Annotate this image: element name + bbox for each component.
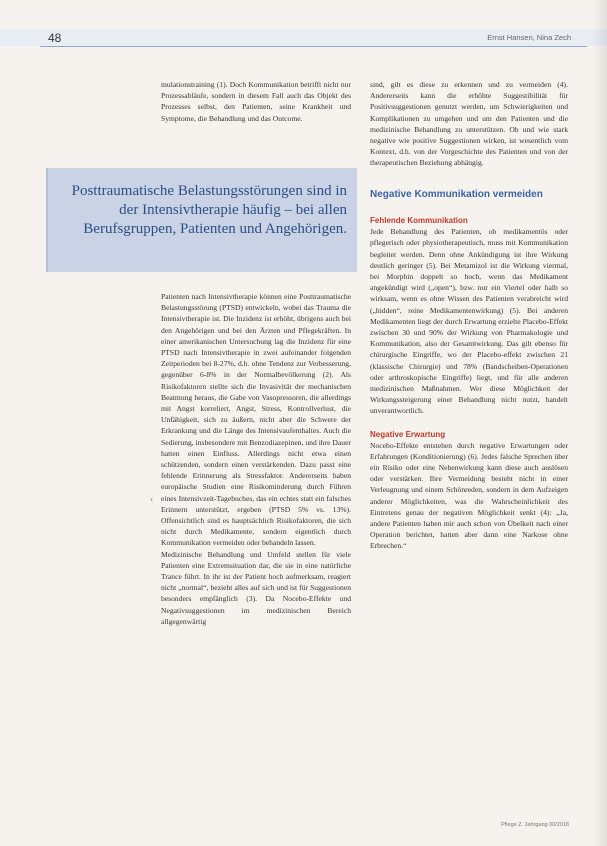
paragraph: Nocebo-Effekte entstehen durch negative Erwartungen oder Erfahrungen (Konditionierung) (6). Jedes falsche Sprechen über ein Risiko oder eine Nebenwirkung kann diese auch auslösen oder verstärken. Ihre Vermeidung besteht nicht in einer Verleugnung und einem Schönreden, sondern in dem Aufzeigen anderer Möglichkeiten, was die Wahrscheinlichkeit des Eintretens genau der negativen Möglichkeit senkt (4): „Ja, andere Patienten haben mir auch schon von Übelkeit nach einer Operation berichtet, hatten aber dann eine Narkose ohne Erbrechen.“ bbox=[370, 440, 568, 551]
paragraph: Patienten nach Intensivtherapie können eine Posttraumatische Belastungsstörung (PTSD) entwickeln, wobei das Trauma die Intensivtherapie ist. Die Inzidenz ist erhöht, übrigens auch bei den Angehörigen und bei den Ärzten und Pflegekräften. In einer amerikanischen Untersuchung lag die Inzidenz für eine PTSD nach Intensivtherapie in zwei aufeinander folgenden Zeitperioden bei 8-27%, d.h. ohne Tendenz zur Verbesserung, gegenüber 6-8% in der Normalbevölkerung (2). Als Risikofaktoren stellte sich die Invasivität der mechanischen Beatmung heraus, die Gabe von Vasopressoren, die allerdings mit Angst korreliert, Angst, Stress, Kontrollverlust, die Unfähigkeit, sich zu äußern, nicht aber die Schwere der Erkrankung und die Länge des Intensivaufenthaltes. Auch die Sedierung, insbesondere mit Benzodiazepinen, und ihre Dauer hatten einen Einfluss. Allerdings nicht etwa einen schützenden, sondern einen verstärkenden. Dazu passt eine fehlende Erinnerung als Stressfaktor. Andererseits haben europäische Studien eine Risikominderung durch Führen eines Intensivzeit-Tagebuches, das ein echtes statt ein falsches Erinnern unterstützt, ergeben (PTSD 5% vs. 13%). Offensichtlich sind es hauptsächlich Risikofaktoren, die sich nicht durch Medikamente, sondern eigentlich durch Kommunikation vermeiden oder behandeln lassen. bbox=[161, 292, 351, 548]
paragraph: mulationstraining (1). Doch Kommunikation betrifft nicht nur Prozessabläufe, sondern in diesem Fall auch das Objekt des Prozesses selbst, den Patienten, seine Krankheit und Symptome, die Behandlung und das Outcome. bbox=[161, 80, 351, 123]
section-heading: Negative Kommunikation vermeiden bbox=[370, 188, 543, 200]
left-column-top bbox=[161, 79, 351, 124]
right-column bbox=[370, 79, 568, 552]
left-column bbox=[161, 291, 351, 627]
running-head: Ernst Hansen, Nina Zech bbox=[487, 33, 571, 42]
header-rule bbox=[40, 46, 587, 47]
page-number: 48 bbox=[48, 31, 62, 45]
subheading-negative-expectation: Negative Erwartung bbox=[370, 429, 446, 439]
paragraph: sind, gilt es diese zu erkennen und zu vermeiden (4). Andererseits kann die erhöhte Suggestibilität für Positivsuggestionen genutzt werden, um Schwierigkeiten und Komplikationen zu umgehen und um den Patienten und die medizinische Behandlung zu unterstützen. Ob und wie stark negative wie positive Suggestionen wirken, ist wesentlich vom Kontext, d.h. von der Vorgeschichte des Patienten und von der therapeutischen Beziehung abhängig. bbox=[370, 80, 568, 168]
pullquote-box bbox=[46, 168, 357, 272]
paragraph: Jede Behandlung des Patienten, ob medikamentös oder pflegerisch oder physiotherapeutisch, muss mit Kommunikation begleitet werden. Denn ohne Ankündigung ist ihre Wirkung deutlich geringer (5). Bei Metamizol ist die Wirkung viermal, bei Morphin doppelt so hoch, wenn das Medikament angekündigt wird („open“), bzw. nur ein Viertel oder halb so wirksam, wenn es ohne Wissen des Patienten verabreicht wird („hidden“, reine Medikamentenwirkung) (5). Bei anderen Medikamenten liegt der durch Erwartung erzielte Placebo-Effekt zwischen 30 und 90% der Wirkung von Pharmakologie und Kommunikation, also der Gesamtwirkung. Das gilt ebenso für chirurgische Eingriffe, wo der Placebo-effekt zwischen 21 (klassische Chirurgie) und 78% (Bandscheiben-Operationen oder arthroskopische Eingriffe) liegt, und für alle anderen medizinischen Maßnahmen. Wer diese Möglichkeit der Wirkungssteigerung einer Behandlung nicht nutzt, handelt unverantwortlich. bbox=[370, 227, 568, 416]
subheading-missing-communication: Fehlende Kommunikation bbox=[370, 216, 468, 226]
pullquote-text: Posttraumatische Belastungsstörungen sind in der Intensivtherapie häufig – bei allen Berufsgruppen, Patienten und Angehörigen. bbox=[71, 183, 347, 237]
margin-mark: ‹ bbox=[150, 494, 154, 505]
footer-citation: Pflege Z. Jahrgang 00/2018 bbox=[501, 822, 569, 828]
page-edge-shadow bbox=[592, 0, 607, 846]
paragraph: Medizinische Behandlung und Umfeld stellen für viele Patienten eine Extremsituation dar, die sie in eine natürliche Trance führt. In ihr ist der Patient hoch aufmerksam, reagiert nicht „normal“, bezieht alles auf sich und ist für Suggestionen besonders empfänglich (3). Da Nocebo-Effekte und Negativsuggestionen im medizinischen Bereich allgegenwärtig bbox=[161, 549, 351, 626]
